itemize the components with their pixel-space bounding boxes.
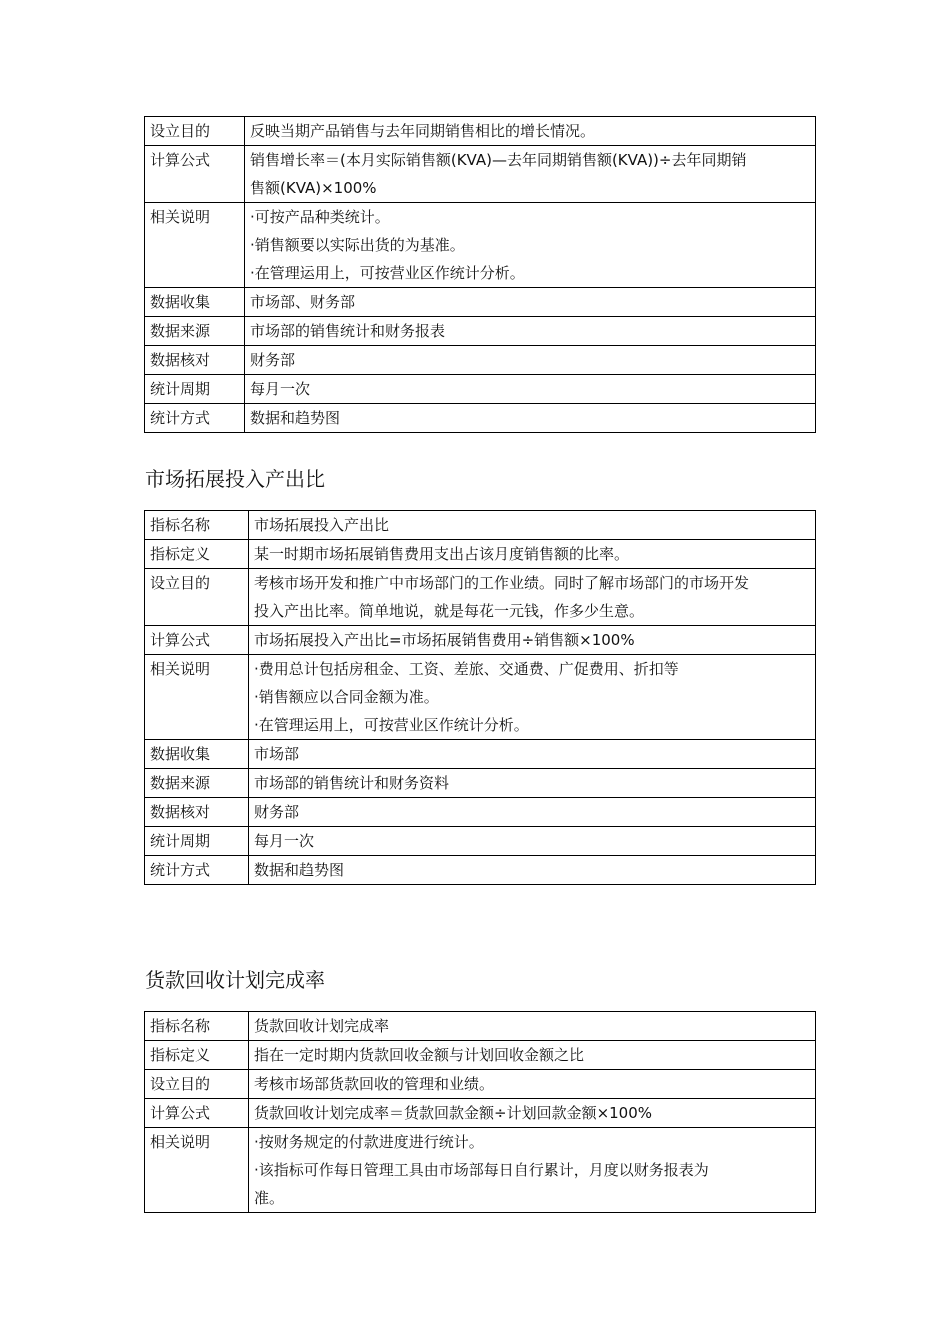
value-line: ·按财务规定的付款进度进行统计。 [254,1133,484,1151]
table-payment-collection [144,1011,816,1213]
value-line: 考核市场开发和推广中市场部门的工作业绩。同时了解市场部门的市场开发 [254,574,750,592]
row-label: 设立目的 [145,569,249,626]
table-row [145,740,816,769]
value-line: 市场部 [254,745,300,763]
value-line: ·可按产品种类统计。 [250,208,390,226]
value-line: 市场部的销售统计和财务资料 [254,774,450,792]
table-row [145,1012,816,1041]
row-value [245,346,816,375]
row-label: 统计周期 [145,375,245,404]
table-sales-growth [144,116,816,433]
row-label: 指标名称 [145,511,249,540]
kpi-table-market-expansion [144,510,816,885]
value-line: ·费用总计包括房租金、工资、差旅、交通费、广促费用、折扣等 [254,660,679,678]
row-label: 设立目的 [145,1070,249,1099]
value-line: 反映当期产品销售与去年同期销售相比的增长情况。 [250,122,596,140]
kpi-table-sales-growth [144,116,816,433]
value-line: 财务部 [250,351,296,369]
table-row [145,317,816,346]
row-value [245,375,816,404]
row-value [249,1041,816,1070]
value-line: ·该指标可作每日管理工具由市场部每日自行累计，月度以财务报表为 [254,1161,709,1179]
row-label: 统计方式 [145,856,249,885]
table-row [145,769,816,798]
row-value [249,626,816,655]
value-line: 市场拓展投入产出比 [254,516,390,534]
row-value [249,540,816,569]
row-label: 计算公式 [145,1099,249,1128]
value-line: 财务部 [254,803,300,821]
value-line: ·销售额应以合同金额为准。 [254,688,439,706]
row-label: 数据来源 [145,769,249,798]
row-label: 数据核对 [145,798,249,827]
row-value [249,798,816,827]
section-title-payment-collection: 货款回收计划完成率 [145,968,325,992]
table-row [145,146,816,203]
table-row [145,375,816,404]
row-label: 设立目的 [145,117,245,146]
table-row [145,1099,816,1128]
table-row [145,540,816,569]
value-line: 市场部的销售统计和财务报表 [250,322,446,340]
value-line: 销售增长率＝(本月实际销售额(KVA)—去年同期销售额(KVA))÷去年同期销 [250,151,747,169]
table-row [145,856,816,885]
table-row [145,798,816,827]
row-label: 数据核对 [145,346,245,375]
row-label: 统计周期 [145,827,249,856]
row-label: 指标定义 [145,1041,249,1070]
value-line: 指在一定时期内货款回收金额与计划回收金额之比 [254,1046,585,1064]
value-line: 考核市场部货款回收的管理和业绩。 [254,1075,495,1093]
table-row [145,1041,816,1070]
value-line: 每月一次 [254,832,315,850]
row-value [249,1099,816,1128]
value-line: 货款回收计划完成率 [254,1017,390,1035]
row-value [245,117,816,146]
row-label: 指标名称 [145,1012,249,1041]
section-title-market-expansion: 市场拓展投入产出比 [145,467,325,491]
kpi-table-payment-collection [144,1011,816,1213]
value-line: ·在管理运用上，可按营业区作统计分析。 [254,716,529,734]
table-row [145,655,816,740]
row-label: 计算公式 [145,626,249,655]
row-label: 数据来源 [145,317,245,346]
row-value [245,317,816,346]
table-row [145,1128,816,1213]
table-row [145,203,816,288]
value-line: 某一时期市场拓展销售费用支出占该月度销售额的比率。 [254,545,630,563]
row-label: 指标定义 [145,540,249,569]
row-value [245,203,816,288]
value-line: 数据和趋势图 [254,861,345,879]
row-value [245,404,816,433]
table-market-expansion [144,510,816,885]
row-label: 相关说明 [145,1128,249,1213]
value-line: 每月一次 [250,380,311,398]
value-line: 准。 [254,1189,285,1207]
row-value [249,655,816,740]
row-value [249,1070,816,1099]
value-line: 投入产出比率。简单地说，就是每花一元钱，作多少生意。 [254,602,645,620]
value-line: 市场拓展投入产出比=市场拓展销售费用÷销售额×100% [254,631,635,649]
value-line: 货款回收计划完成率＝货款回款金额÷计划回款金额×100% [254,1104,653,1122]
row-value [245,146,816,203]
row-value [245,288,816,317]
row-value [249,856,816,885]
row-value [249,827,816,856]
table-row [145,346,816,375]
value-line: 数据和趋势图 [250,409,341,427]
table-row [145,626,816,655]
table-row [145,1070,816,1099]
value-line: ·在管理运用上，可按营业区作统计分析。 [250,264,525,282]
value-line: ·销售额要以实际出货的为基准。 [250,236,465,254]
table-row [145,404,816,433]
row-value [249,511,816,540]
row-label: 统计方式 [145,404,245,433]
table-row [145,288,816,317]
table-row [145,117,816,146]
row-label: 数据收集 [145,740,249,769]
table-row [145,511,816,540]
table-row [145,569,816,626]
value-line: 售额(KVA)×100% [250,179,377,197]
row-label: 计算公式 [145,146,245,203]
row-value [249,769,816,798]
row-value [249,1012,816,1041]
row-value [249,740,816,769]
row-label: 相关说明 [145,655,249,740]
row-label: 相关说明 [145,203,245,288]
value-line: 市场部、财务部 [250,293,356,311]
table-row [145,827,816,856]
row-label: 数据收集 [145,288,245,317]
row-value [249,1128,816,1213]
row-value [249,569,816,626]
